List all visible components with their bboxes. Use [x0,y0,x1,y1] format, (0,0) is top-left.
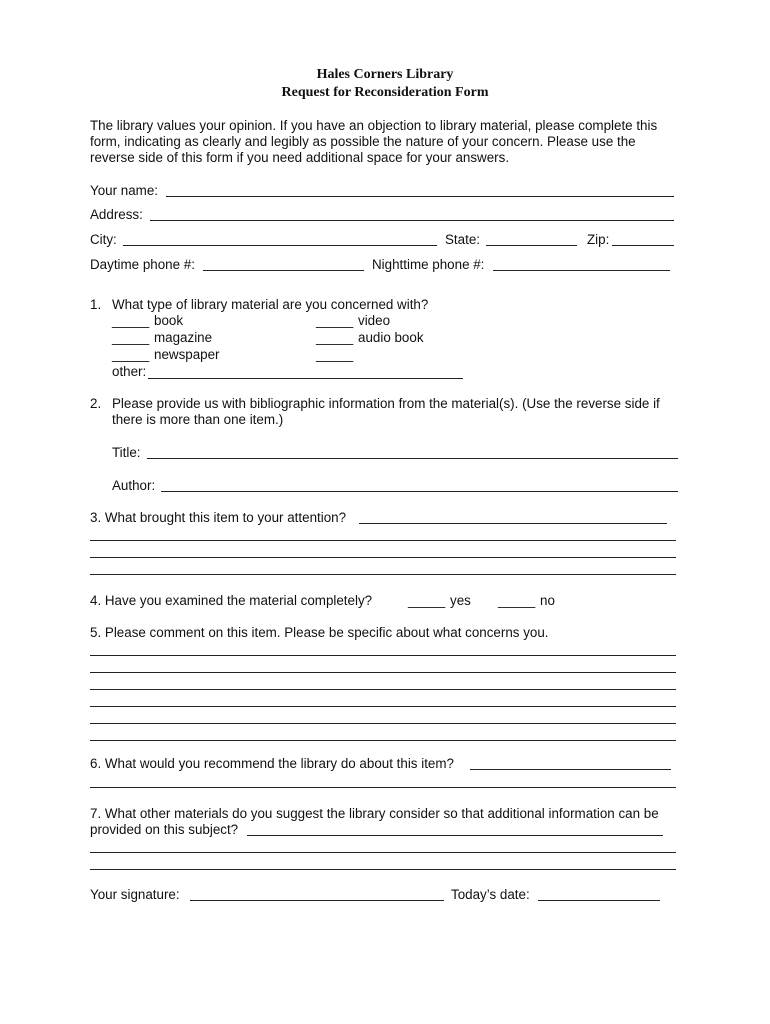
q3-question: 3. What brought this item to your attention? [90,510,347,525]
option-blank: _____ [112,347,150,362]
state-label: State: [445,232,480,247]
q7-inline-field[interactable] [247,835,663,836]
name-field[interactable] [166,196,674,197]
option-label: magazine [154,330,213,345]
q6-inline-field[interactable] [470,769,671,770]
q4-question: 4. Have you examined the material completely? [90,593,373,608]
date-field[interactable] [538,900,660,901]
city-field[interactable] [123,245,437,246]
q2-line-2: there is more than one item.) [112,412,284,427]
intro-line-2: form, indicating as clearly and legibly as possible the nature of your concern. Please use the [90,134,636,149]
name-label: Your name: [90,183,158,198]
title-label: Title: [112,445,141,460]
library-name: Hales Corners Library [316,67,454,82]
other-field[interactable] [148,378,463,379]
option-label: newspaper [154,347,220,362]
q5-answer-line[interactable] [90,740,676,741]
nighttime-phone-label: Nighttime phone #: [372,257,485,272]
date-label: Today’s date: [451,887,530,902]
signature-field[interactable] [190,900,444,901]
author-label: Author: [112,478,156,493]
q4-yes-blank: _____ [408,593,446,608]
zip-field[interactable] [612,245,674,246]
q3-inline-field[interactable] [359,523,667,524]
city-label: City: [90,232,117,247]
option-blank: _____ [112,313,150,328]
option-label: book [154,313,184,328]
option-blank: _____ [316,313,354,328]
q2-line-1: Please provide us with bibliographic information from the material(s). (Use the reverse side if [112,396,660,411]
q1-question: What type of library material are you concerned with? [112,297,429,312]
intro-line-3: reverse side of this form if you need additional space for your answers. [90,150,510,165]
author-field[interactable] [161,491,678,492]
q5-answer-line[interactable] [90,706,676,707]
q7-answer-line[interactable] [90,869,676,870]
q7-line-1: 7. What other materials do you suggest the library consider so that additional information can be [90,806,659,821]
q4-no-blank: _____ [498,593,536,608]
q5-answer-line[interactable] [90,672,676,673]
daytime-phone-label: Daytime phone #: [90,257,195,272]
q4-yes-label: yes [450,593,471,608]
form-title: Request for Reconsideration Form [281,85,489,100]
signature-label: Your signature: [90,887,180,902]
q7-answer-line[interactable] [90,852,676,853]
q3-answer-line[interactable] [90,557,676,558]
q5-answer-line[interactable] [90,655,676,656]
address-field[interactable] [150,220,674,221]
state-field[interactable] [486,245,577,246]
other-label: other: [112,364,147,379]
daytime-phone-field[interactable] [203,270,364,271]
q5-answer-line[interactable] [90,689,676,690]
q6-question: 6. What would you recommend the library do about this item? [90,756,454,771]
address-label: Address: [90,207,143,222]
q3-answer-line[interactable] [90,574,676,575]
q3-answer-line[interactable] [90,540,676,541]
q6-answer-line[interactable] [90,787,676,788]
q2-number: 2. [90,396,102,411]
option-blank: _____ [112,330,150,345]
q5-answer-line[interactable] [90,723,676,724]
nighttime-phone-field[interactable] [493,270,670,271]
option-label: audio book [358,330,424,345]
option-unlabeled-blank[interactable]: _____ [316,347,354,362]
q5-question: 5. Please comment on this item. Please be specific about what concerns you. [90,625,549,640]
option-label: video [358,313,391,328]
intro-line-1: The library values your opinion. If you have an objection to library material, please complete this [90,118,658,133]
option-blank: _____ [316,330,354,345]
q7-line-2: provided on this subject? [90,822,239,837]
q4-no-label: no [540,593,555,608]
title-field[interactable] [147,458,678,459]
q1-number: 1. [90,297,102,312]
zip-label: Zip: [587,232,610,247]
